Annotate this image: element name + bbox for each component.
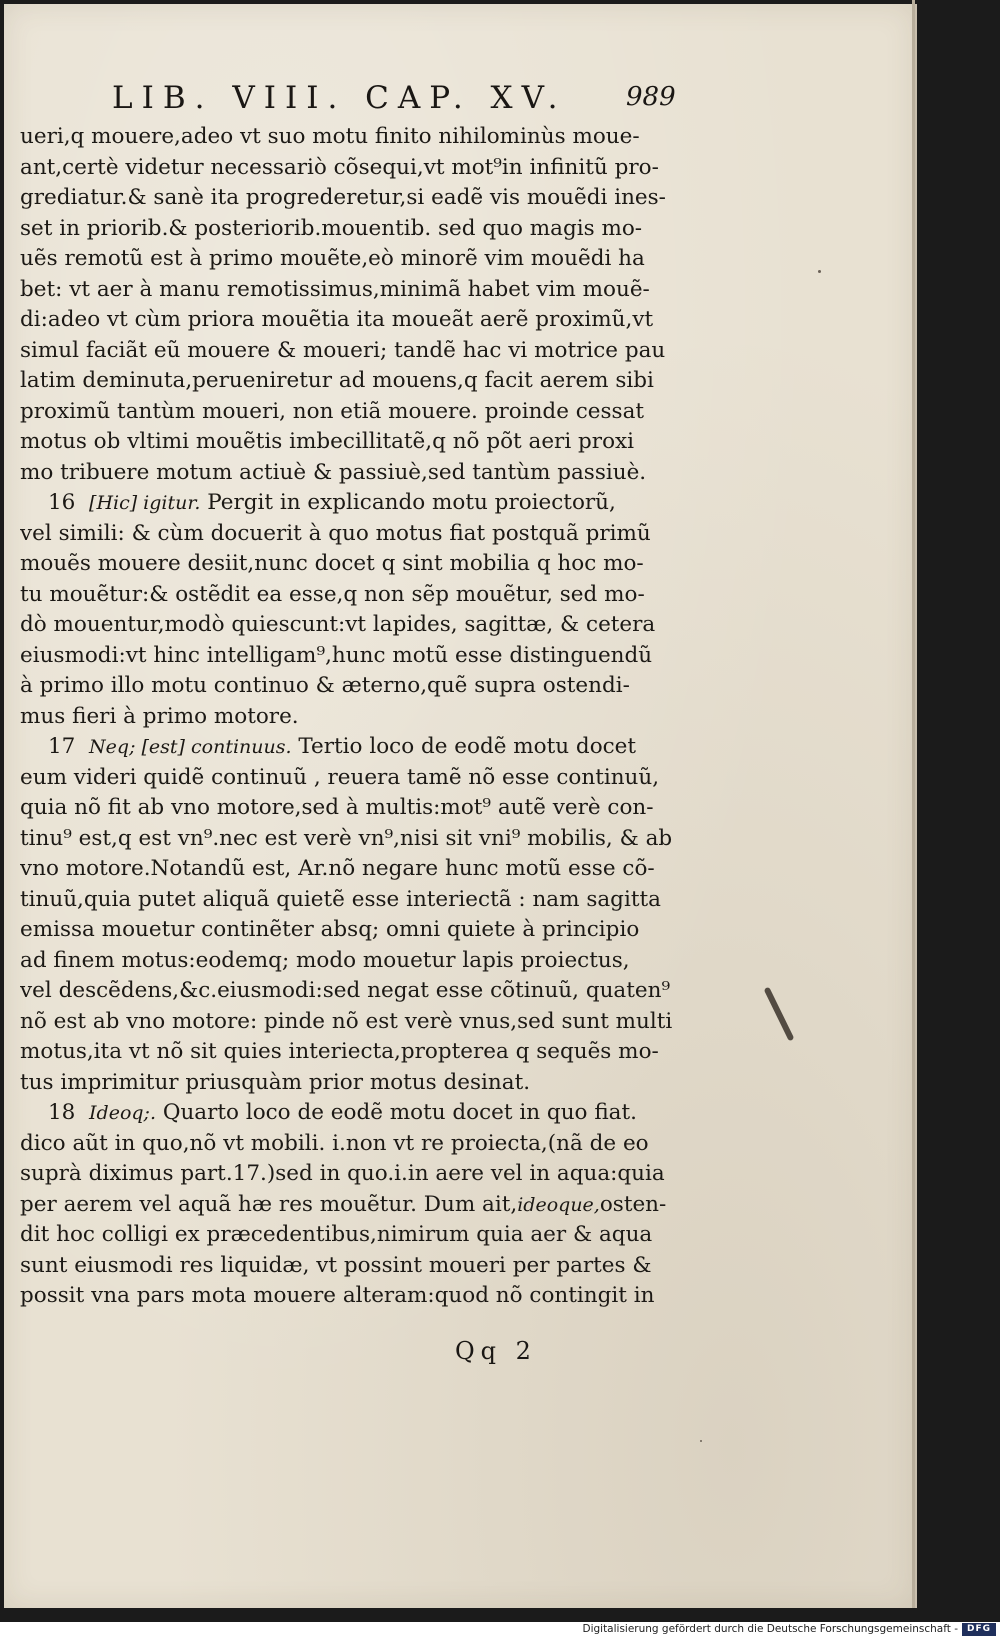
- signature-mark: Qq 2: [455, 1337, 537, 1365]
- text-line: dit hoc colligi ex præcedentibus,nimirum quia aer & aqua: [20, 1222, 653, 1247]
- paragraph-16: [20, 488, 680, 732]
- paragraph-text: Quarto loco de eodẽ motu docet in quo fiat.: [156, 1100, 637, 1125]
- paper-speck: [818, 270, 821, 273]
- text-line: tus imprimitur priusquàm prior motus desinat.: [20, 1069, 531, 1095]
- text-line: suprà diximus part.17.)sed in quo.i.in aere vel in aqua:quia: [20, 1161, 665, 1186]
- running-head: LIB. VIII. CAP. XV.: [112, 80, 567, 116]
- text-line: set in priorib.& posteriorib.mouentib. sed quo magis mo-: [20, 215, 643, 241]
- paragraph-16-first-line: [20, 488, 680, 519]
- paragraph-18-lines: [20, 1220, 680, 1312]
- paragraph-18-first-line: [20, 1098, 680, 1129]
- paragraph-number: 17: [48, 734, 76, 759]
- paper-speck: [700, 1440, 702, 1442]
- text-line: tu mouẽtur:& ostẽdit ea esse,q non sẽp mouẽtur, sed mo-: [20, 581, 645, 607]
- lemma: [Hic] igitur.: [89, 492, 201, 514]
- text-line: vel simili: & cùm docuerit à quo motus fiat postquã primũ: [20, 520, 651, 546]
- text-line: mouẽs mouere desiit,nunc docet q sint mobilia q hoc mo-: [20, 551, 644, 576]
- text-line: sunt eiusmodi res liquidæ, vt possint moueri per partes &: [20, 1252, 652, 1278]
- text-line: motus,ita vt nõ sit quies interiecta,propterea q sequẽs mo-: [20, 1039, 659, 1064]
- text-line: possit vna pars mota mouere alteram:quod nõ contingit in: [20, 1283, 655, 1308]
- text-line: vno motore.Notandũ est, Ar.nõ negare hunc motũ esse cõ-: [20, 856, 655, 881]
- text-line: eiusmodi:vt hinc intelligam⁹,hunc motũ esse distinguendũ: [20, 642, 653, 668]
- paragraph-17: [20, 732, 680, 1098]
- lemma: ideoque,: [517, 1193, 600, 1216]
- text-line: uẽs remotũ est à primo mouẽte,eò minorẽ vim mouẽdi ha: [20, 246, 645, 271]
- text-line: nõ est ab vno motore: pinde nõ est verè vnus,sed sunt multi: [20, 1008, 673, 1034]
- paragraph-text: Pergit in explicando motu proiectorũ,: [200, 490, 616, 515]
- paragraph-number: 16: [48, 490, 76, 515]
- text-line: mo tribuere motum actiuè & passiuè,sed tantùm passiuè.: [20, 459, 647, 485]
- text-line: bet: vt aer à manu remotissimus,minimã habet vim mouẽ-: [20, 276, 650, 302]
- text-line: tinu⁹ est,q est vn⁹.nec est verè vn⁹,nisi sit vni⁹ mobilis, & ab: [20, 825, 673, 851]
- text-line: ueri,q mouere,adeo vt suo motu finito nihilominùs moue-: [20, 124, 640, 149]
- funding-credit: Digitalisierung gefördert durch die Deutsche Forschungsgemeinschaft -: [582, 1623, 958, 1635]
- lemma: Ideoq;.: [89, 1102, 156, 1124]
- page-edge: [912, 0, 915, 1608]
- text-line: dico aũt in quo,nõ vt mobili. i.non vt re proiecta,(nã de eo: [20, 1130, 649, 1156]
- opening-paragraph: [20, 122, 680, 488]
- paragraph-16-lines: [20, 519, 680, 733]
- text-line: di:adeo vt cùm priora mouẽtia ita moueãt aerẽ proximũ,vt: [20, 307, 654, 332]
- dfg-logo: DFG: [962, 1623, 996, 1636]
- text-line: tinuũ,quia putet aliquã quietẽ esse interiectã : nam sagitta: [20, 886, 661, 912]
- text-line: eum videri quidẽ continuũ , reuera tamẽ nõ esse continuũ,: [20, 764, 660, 790]
- folio-number: 989: [626, 82, 676, 112]
- text-line: grediatur.& sanè ita progrederetur,si eadẽ vis mouẽdi ines-: [20, 185, 666, 210]
- paragraph-text: Tertio loco de eodẽ motu docet: [291, 734, 637, 759]
- paragraph-17-lines: [20, 763, 680, 1099]
- text-line: dò mouentur,modò quiescunt:vt lapides, sagittæ, & cetera: [20, 612, 656, 637]
- paragraph-18: [20, 1098, 680, 1312]
- text-line: [20, 1190, 680, 1221]
- text-line: vel descẽdens,&c.eiusmodi:sed negat esse cõtinuũ, quaten⁹: [20, 978, 671, 1003]
- text-line: ant,certè videtur necessariò cõsequi,vt mot⁹in infinitũ pro-: [20, 154, 659, 180]
- text-line: simul faciãt eũ mouere & moueri; tandẽ hac vi motrice pau: [20, 337, 666, 363]
- page-text: [20, 122, 680, 1312]
- paragraph-text: per aerem vel aquã hæ res mouẽtur. Dum ait,: [20, 1191, 518, 1217]
- paragraph-17-first-line: [20, 732, 680, 763]
- lemma: Neq; [est] continuus.: [89, 736, 292, 758]
- text-line: à primo illo motu continuo & æterno,quẽ supra ostendi-: [20, 673, 630, 698]
- text-line: quia nõ fit ab vno motore,sed à multis:mot⁹ autẽ verè con-: [20, 795, 654, 820]
- text-line: motus ob vltimi mouẽtis imbecillitatẽ,q nõ põt aeri proxi: [20, 429, 635, 454]
- text-line: latim deminuta,perueniretur ad mouens,q facit aerem sibi: [20, 368, 654, 393]
- text-line: proximũ tantùm moueri, non etiã mouere. proinde cessat: [20, 398, 645, 424]
- paragraph-text: osten-: [599, 1191, 667, 1217]
- text-line: mus fieri à primo motore.: [20, 703, 299, 729]
- paragraph-number: 18: [48, 1100, 76, 1125]
- text-line: emissa mouetur continẽter absq; omni quiete à principio: [20, 917, 640, 942]
- text-line: ad finem motus:eodemq; modo mouetur lapis proiectus,: [20, 947, 630, 973]
